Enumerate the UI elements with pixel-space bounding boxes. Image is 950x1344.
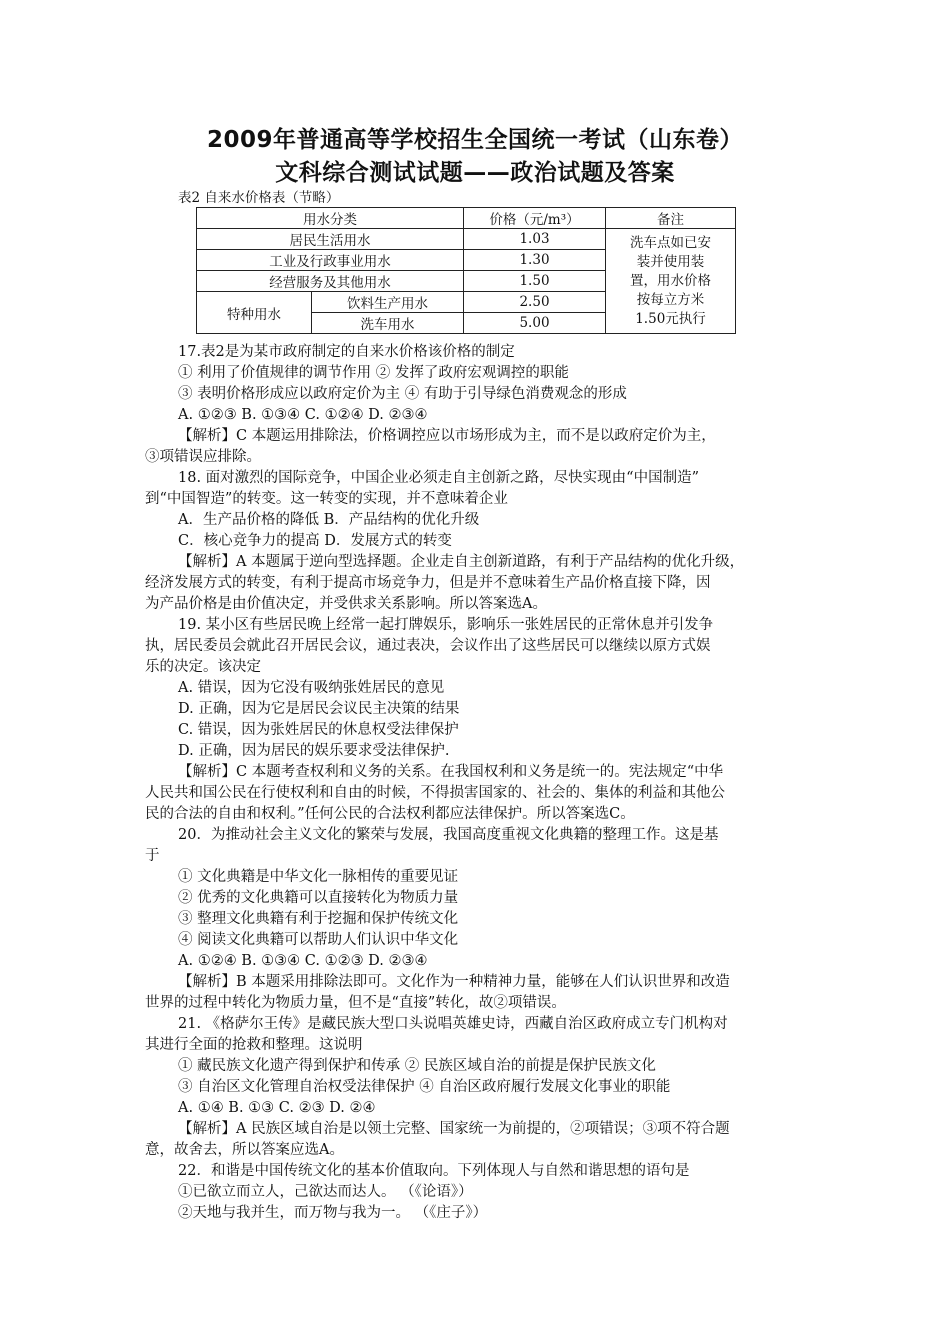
analysis-line: 意，故舍去，所以答案应选A。 <box>145 1142 344 1158</box>
question-21: 21. 《格萨尔王传》是藏民族大型口头说唱英雄史诗，西藏自治区政府成立专门机构对 <box>178 1016 728 1032</box>
analysis-line: 【解析】B 本题采用排除法即可。文化作为一种精神力量，能够在人们认识世界和改造 <box>178 974 730 990</box>
option-line: ① 藏民族文化遗产得到保护和传承 ② 民族区域自治的前提是保护民族文化 <box>178 1058 656 1074</box>
question-18: 18. 面对激烈的国际竞争，中国企业必须走自主创新之路，尽快实现由“中国制造” <box>178 470 699 486</box>
analysis-line: 【解析】C 本题考查权利和义务的关系。在我国权利和义务是统一的。宪法规定“中华 <box>178 764 724 780</box>
option-line: ③ 表明价格形成应以政府定价为主 ④ 有助于引导绿色消费观念的形成 <box>178 386 627 402</box>
choice-line: A. ①④ B. ①③ C. ②③ D. ②④ <box>178 1100 376 1116</box>
cell-category: 经营服务及其他用水 <box>197 271 464 292</box>
cell-category: 洗车用水 <box>312 313 464 334</box>
analysis-line: 世界的过程中转化为物质力量，但不是“直接”转化，故②项错误。 <box>145 995 566 1011</box>
cell-category: 工业及行政事业用水 <box>197 250 464 271</box>
question-22: 22．和谐是中国传统文化的基本价值取向。下列体现人与自然和谐思想的语句是 <box>178 1163 690 1179</box>
option-line: ① 文化典籍是中华文化一脉相传的重要见证 <box>178 869 459 885</box>
analysis-line: ③项错误应排除。 <box>145 449 261 465</box>
cell-category: 居民生活用水 <box>197 229 464 250</box>
header-category: 用水分类 <box>197 208 464 229</box>
table-row <box>197 229 736 250</box>
analysis-line: 【解析】A 民族区域自治是以领土完整、国家统一为前提的，②项错误；③项不符合题 <box>178 1121 730 1137</box>
cell-price: 5.00 <box>464 313 606 334</box>
cell-price: 1.03 <box>464 229 606 250</box>
choice-line: A. ①②④ B. ①③④ C. ①②③ D. ②③④ <box>178 953 428 969</box>
question-20: 20．为推动社会主义文化的繁荣与发展，我国高度重视文化典籍的整理工作。这是基 <box>178 827 719 843</box>
table-caption: 表2 自来水价格表（节略） <box>178 190 340 206</box>
analysis-line: 人民共和国公民在行使权利和自由的时候，不得损害国家的、社会的、集体的利益和其他公 <box>145 785 725 801</box>
option-line: ④ 阅读文化典籍可以帮助人们认识中华文化 <box>178 932 459 948</box>
question-line: 其进行全面的抢救和整理。这说明 <box>145 1037 363 1053</box>
choice-line: A. ①②③ B. ①③④ C. ①②④ D. ②③④ <box>178 407 428 423</box>
header-note: 备注 <box>606 208 736 229</box>
option-line: D. 正确，因为居民的娱乐要求受法律保护. <box>178 743 450 759</box>
page-subtitle: 文科综合测试试题——政治试题及答案 <box>275 160 675 186</box>
cell-special-group: 特种用水 <box>197 292 312 334</box>
option-line: ②天地与我并生，而万物与我为一。 （《庄子》） <box>178 1205 488 1221</box>
water-price-table <box>196 207 736 334</box>
question-19: 19. 某小区有些居民晚上经常一起打牌娱乐，影响乐一张姓居民的正常休息并引发争 <box>178 617 714 633</box>
option-line: A．生产品价格的降低 B．产品结构的优化升级 <box>178 512 480 528</box>
analysis-line: 【解析】A 本题属于逆向型选择题。企业走自主创新道路，有利于产品结构的优化升级， <box>178 554 745 570</box>
analysis-line: 民的合法的自由和权利。”任何公民的合法权利都应法律保护。所以答案选C。 <box>145 806 635 822</box>
option-line: ①已欲立而立人，己欲达而达人。 （《论语》） <box>178 1184 473 1200</box>
option-line: D. 正确，因为它是居民会议民主决策的结果 <box>178 701 460 717</box>
option-line: C. 错误，因为张姓居民的休息权受法律保护 <box>178 722 459 738</box>
cell-category: 饮料生产用水 <box>312 292 464 313</box>
question-line: 于 <box>145 848 160 864</box>
analysis-line: 【解析】C 本题运用排除法，价格调控应以市场形成为主，而不是以政府定价为主， <box>178 428 716 444</box>
option-line: ② 优秀的文化典籍可以直接转化为物质力量 <box>178 890 459 906</box>
page-title: 2009年普通高等学校招生全国统一考试（山东卷） <box>206 127 743 153</box>
analysis-line: 为产品价格是由价值决定，并受供求关系影响。所以答案选A。 <box>145 596 547 612</box>
cell-price: 1.50 <box>464 271 606 292</box>
question-line: 执，居民委员会就此召开居民会议，通过表决，会议作出了这些居民可以继续以原方式娱 <box>145 638 711 654</box>
cell-price: 1.30 <box>464 250 606 271</box>
question-line: 到“中国智造”的转变。这一转变的实现，并不意味着企业 <box>145 491 508 507</box>
option-line: A. 错误，因为它没有吸纳张姓居民的意见 <box>178 680 445 696</box>
analysis-line: 经济发展方式的转变，有利于提高市场竞争力，但是并不意味着生产品价格直接下降，因 <box>145 575 711 591</box>
option-line: C．核心竞争力的提高 D．发展方式的转变 <box>178 533 452 549</box>
option-line: ① 利用了价值规律的调节作用 ② 发挥了政府宏观调控的职能 <box>178 365 569 381</box>
cell-note: 洗车点如已安 装并使用装 置，用水价格 按每立方米 1.50元执行 <box>606 229 736 334</box>
option-line: ③ 整理文化典籍有利于挖掘和保护传统文化 <box>178 911 459 927</box>
question-17: 17.表2是为某市政府制定的自来水价格该价格的制定 <box>178 344 515 360</box>
question-line: 乐的决定。该决定 <box>145 659 261 675</box>
header-price: 价格（元/m³） <box>464 208 606 229</box>
option-line: ③ 自治区文化管理自治权受法律保护 ④ 自治区政府履行发展文化事业的职能 <box>178 1079 671 1095</box>
cell-price: 2.50 <box>464 292 606 313</box>
